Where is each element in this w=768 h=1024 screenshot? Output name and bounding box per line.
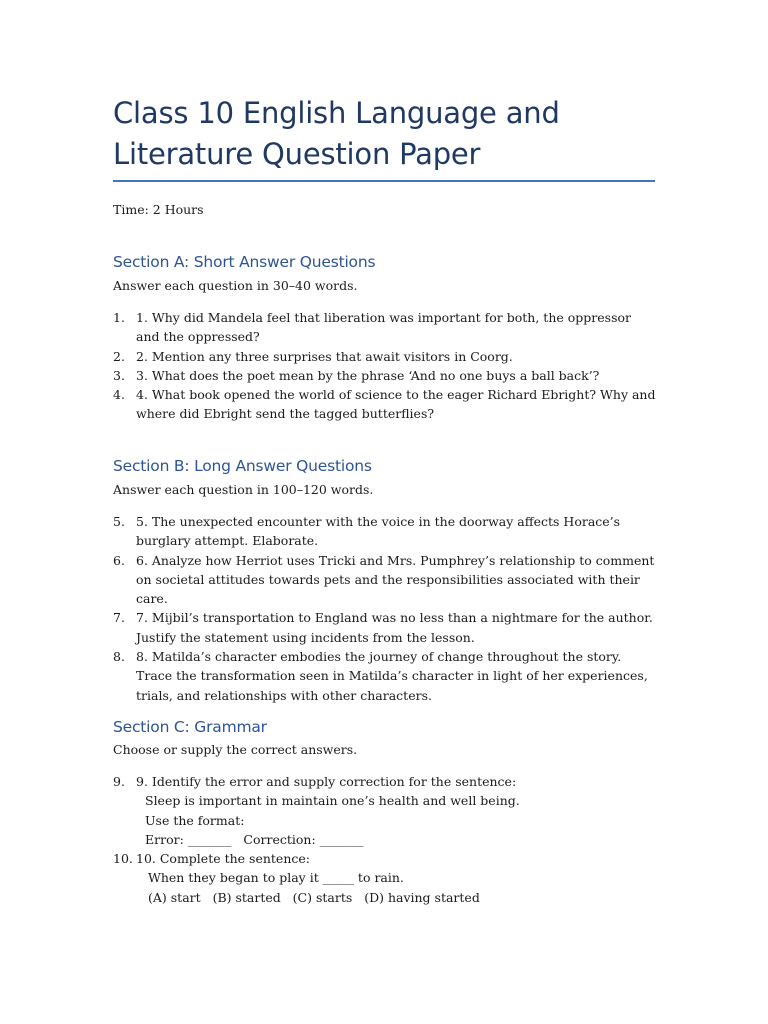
section-c-instruction: Choose or supply the correct answers. xyxy=(113,742,358,757)
question-sentence: Sleep is important in maintain one’s health and well being. xyxy=(145,793,520,809)
question-sentence: When they began to play it _____ to rain. xyxy=(148,870,404,886)
time-allowed: Time: 2 Hours xyxy=(113,202,204,217)
section-c-heading: Section C: Grammar xyxy=(113,718,267,736)
question-item xyxy=(113,849,658,907)
question-text: 4. What book opened the world of science to the eager Richard Ebright? Why and where did Ebright send the tagged butterflies? xyxy=(136,387,656,422)
section-a-question-list xyxy=(113,308,658,424)
title-underline xyxy=(113,180,655,182)
question-number: 9. xyxy=(113,774,125,789)
question-text: 9. Identify the error and supply correction for the sentence: xyxy=(136,774,517,789)
question-text: 2. Mention any three surprises that await visitors in Coorg. xyxy=(136,348,513,364)
question-item xyxy=(113,347,658,366)
question-format-label: Use the format: xyxy=(145,812,245,828)
section-b-heading: Section B: Long Answer Questions xyxy=(113,457,372,475)
question-number: 8. xyxy=(113,649,125,665)
question-item xyxy=(113,608,658,647)
question-text: 5. The unexpected encounter with the voice in the doorway affects Horace’s burglary attempt. Elaborate. xyxy=(136,514,621,549)
question-text: 10. Complete the sentence: xyxy=(136,851,310,867)
question-text: 6. Analyze how Herriot uses Tricki and Mrs. Pumphrey’s relationship to comment on societal attitudes towards pets and the responsibilities associated with their care. xyxy=(136,552,655,607)
question-number: 5. xyxy=(113,514,125,529)
question-number: 3. xyxy=(113,367,125,383)
section-c-question-list xyxy=(113,772,658,907)
question-item xyxy=(113,512,658,551)
question-text: 3. What does the poet mean by the phrase ‘And no one buys a ball back’? xyxy=(136,367,600,383)
question-number: 10. xyxy=(113,851,133,867)
question-item xyxy=(113,551,658,609)
question-item xyxy=(113,308,658,347)
section-a-instruction: Answer each question in 30–40 words. xyxy=(113,278,358,293)
question-number: 7. xyxy=(113,610,125,626)
question-answer-format: Error: _______ Correction: _______ xyxy=(145,831,364,847)
question-number: 2. xyxy=(113,348,125,364)
section-b-instruction: Answer each question in 100–120 words. xyxy=(113,482,374,497)
question-item xyxy=(113,772,658,849)
question-number: 6. xyxy=(113,552,125,568)
question-options: (A) start (B) started (C) starts (D) having started xyxy=(148,889,480,905)
question-item xyxy=(113,647,658,705)
question-text: 1. Why did Mandela feel that liberation was important for both, the oppressor and the oppressed? xyxy=(136,310,631,345)
question-text: 7. Mijbil’s transportation to England was no less than a nightmare for the author. Justify the statement using incidents from the lesson. xyxy=(136,610,653,645)
section-b-question-list xyxy=(113,512,658,705)
question-item xyxy=(113,385,658,424)
question-item xyxy=(113,366,658,385)
document-title: Class 10 English Language and Literature Question Paper xyxy=(113,96,560,171)
section-a-heading: Section A: Short Answer Questions xyxy=(113,253,376,271)
question-number: 1. xyxy=(113,310,125,325)
question-number: 4. xyxy=(113,387,125,403)
question-text: 8. Matilda’s character embodies the journey of change throughout the story. Trace the transformation seen in Matilda’s character in light of her experiences, trials, and relationships with other characters. xyxy=(136,649,648,703)
